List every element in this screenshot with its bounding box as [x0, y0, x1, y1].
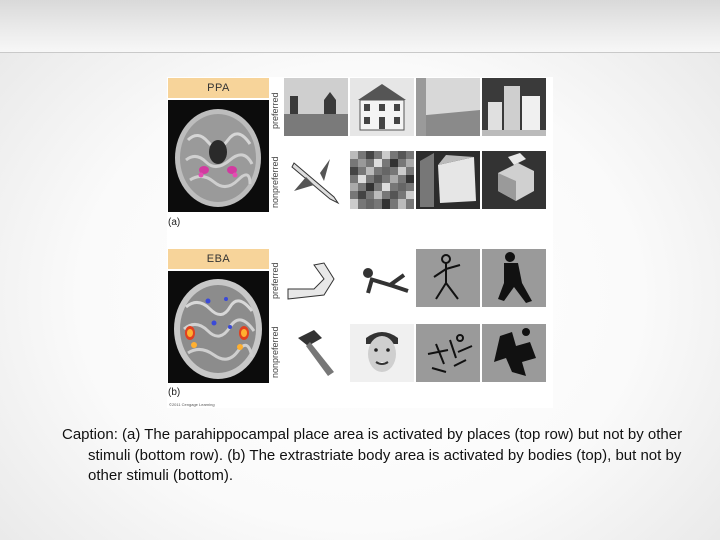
panel-b-label: (b)	[168, 387, 181, 398]
hammer-icon	[284, 324, 348, 382]
eba-label: EBA	[168, 249, 269, 269]
body-silhouette-icon	[482, 249, 546, 307]
house-icon	[350, 78, 414, 136]
desert-landscape-icon	[284, 78, 348, 136]
empty-room-icon	[416, 78, 480, 136]
scrambled-grid-icon	[350, 151, 414, 209]
abstract-panels-icon	[416, 151, 480, 209]
ppa-brain-scan	[168, 100, 269, 212]
panel-a-label: (a)	[168, 217, 181, 228]
block-object-icon	[482, 151, 546, 209]
title-band	[0, 0, 720, 53]
figure	[167, 77, 553, 408]
copyright: ©2011 Cengage Learning	[169, 402, 215, 407]
reclining-person-icon	[350, 249, 414, 307]
block-city-icon	[482, 78, 546, 136]
scrambled-silhouette-icon	[482, 324, 546, 382]
ppa-label: PPA	[168, 78, 269, 98]
eba-brain-scan	[168, 271, 269, 383]
caption: Caption: (a) The parahippocampal place area is activated by places (top row) but not by other stimuli (bottom row). (b) The extrastriate body area is activated by bodies (top), but not by other stimuli (bottom).	[62, 426, 683, 484]
face-icon	[350, 324, 414, 382]
stick-figure-icon	[416, 249, 480, 307]
scrambled-stick-figure-icon	[416, 324, 480, 382]
space-shuttle-icon	[284, 151, 348, 209]
flexed-arm-icon	[284, 249, 348, 307]
row-label-preferred: preferred	[270, 262, 280, 299]
row-label-nonpreferred: nonpreferred	[270, 326, 280, 378]
row-label-preferred: preferred	[270, 92, 280, 129]
row-label-nonpreferred: nonpreferred	[270, 156, 280, 208]
